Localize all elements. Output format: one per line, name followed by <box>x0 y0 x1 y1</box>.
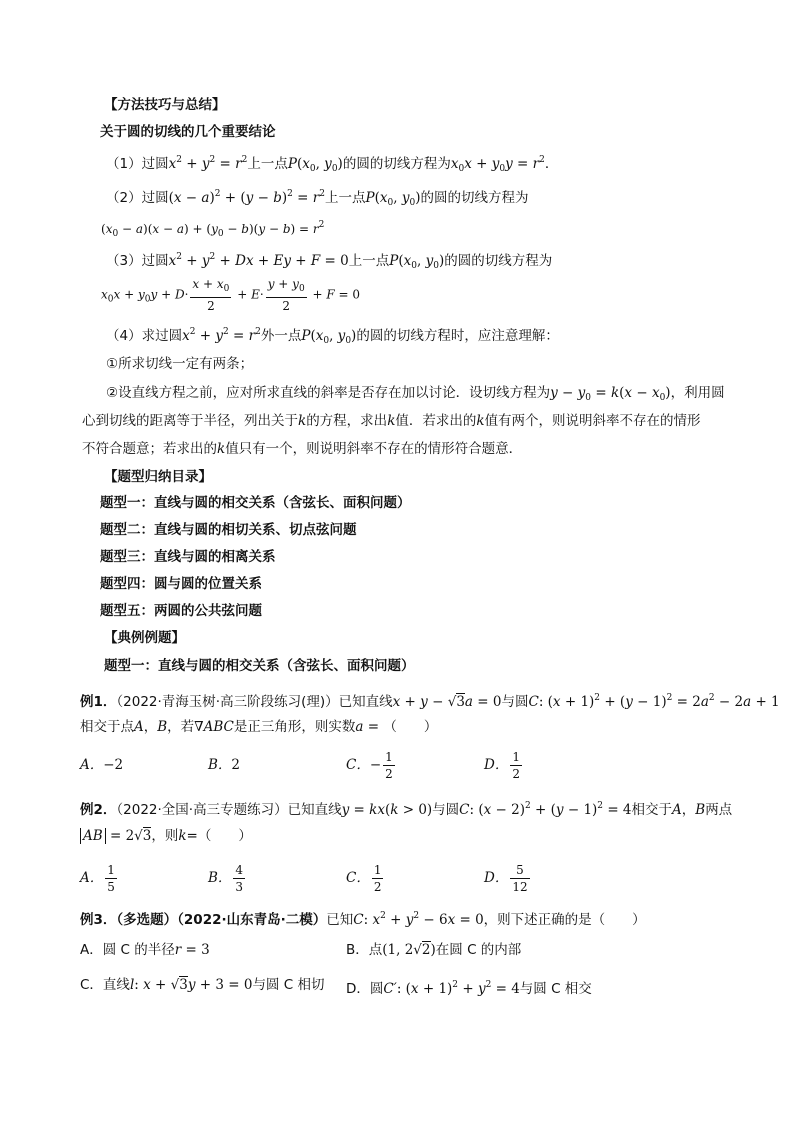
example-3-option-b[interactable]: B．点(1, 2√2)在圆 C 的内部 <box>346 942 522 958</box>
example-2-option-c[interactable]: C． $\frac{1}{2}$ <box>346 862 382 894</box>
type-item: 题型二：直线与圆的相切关系、切点弦问题 <box>100 522 357 538</box>
conclusion-4: （4）求过圆$x^2 + y^2 = r^2$外一点$P(x_0$, $y_0$)的圆的切线方程时，应注意理解： <box>106 327 559 346</box>
example-1-option-c[interactable]: C．− $\frac{1}{2}$ <box>346 749 393 781</box>
section-method-heading: 【方法技巧与总结】 <box>104 97 226 113</box>
example-2-option-b[interactable]: B． $\frac{4}{3}$ <box>208 862 244 894</box>
example-2-stem-line-2: AB = 2√3，则k=（ ） <box>80 826 252 846</box>
conclusion-3: （3）过圆$x^2 + y^2 + Dx + Ey + F = 0$上一点$P(x_0$, $y_0$)的圆的切线方程为 <box>106 252 553 271</box>
section-types-heading: 【题型归纳目录】 <box>104 469 212 485</box>
example-3-option-d[interactable]: D．圆C′: $(x + 1)^2 + y^2 = 4$与圆 C 相交 <box>346 980 592 997</box>
example-3-stem: 例3．（多选题）（2022·山东青岛·二模）已知C: $x^2 + y^2 - 6x = 0$，则下述正确的是（ ） <box>80 911 646 928</box>
note-1: ①所求切线一定有两条； <box>106 356 254 372</box>
type-item: 题型一：直线与圆的相交关系（含弦长、面积问题） <box>100 495 411 511</box>
conclusion-3-formula: $x_0x + y_0y + D\cdot$ $\frac{x + x_0}{2}$ + E· $\frac{y + y_0}{2}$ + F = 0 <box>101 277 361 313</box>
type-item: 题型五：两圆的公共弦问题 <box>100 603 262 619</box>
note-2-line-1: ②设直线方程之前，应对所求直线的斜率是否存在加以讨论．设切线方程为$y - y_0 = k(x - x_0)$，利用圆 <box>106 385 725 403</box>
method-title: 关于圆的切线的几个重要结论 <box>100 124 276 140</box>
type-item: 题型四：圆与圆的位置关系 <box>100 576 262 592</box>
example-1-stem: 例1．（2022·青海玉树·高三阶段练习(理)）已知直线x + y − √3a = 0与圆C: $(x + 1)^2 + (y - 1)^2 = 2a^2 - 2a + 1$ <box>80 693 780 710</box>
example-2-option-d[interactable]: D． $\frac{5}{12}$ <box>484 862 528 894</box>
example-3-option-a[interactable]: A．圆 C 的半径r = 3 <box>80 942 210 958</box>
example-1-option-a[interactable]: A．−2 <box>80 757 124 773</box>
note-2-line-2: 心到切线的距离等于半径，列出关于k的方程，求出k值．若求出的k值有两个，则说明斜率不存在的情形 <box>82 413 701 429</box>
example-1-stem-line-2: 相交于点A，B，若∇ABC是正三角形，则实数a = （ ） <box>80 719 438 735</box>
section-examples-heading: 【典例例题】 <box>104 630 185 646</box>
example-3-option-c[interactable]: C．直线l: x + √3y + 3 = 0与圆 C 相切 <box>80 977 325 993</box>
example-2-stem: 例2．（2022·全国·高三专题练习）已知直线y = kx(k > 0)与圆C: $(x - 2)^2 + (y - 1)^2 = 4$相交于A，B两点 <box>80 801 733 818</box>
example-2-option-a[interactable]: A． $\frac{1}{5}$ <box>80 862 115 894</box>
type-item: 题型三：直线与圆的相离关系 <box>100 549 276 565</box>
note-2-line-3: 不符合题意；若求出的k值只有一个，则说明斜率不存在的情形符合题意． <box>82 441 523 457</box>
example-1-option-d[interactable]: D． $\frac{1}{2}$ <box>484 749 520 781</box>
conclusion-2-formula: $(x_0 - a)(x - a) + (y_0 - b)(y - b) = r^2$ <box>101 220 325 239</box>
type-1-heading: 题型一：直线与圆的相交关系（含弦长、面积问题） <box>104 658 415 674</box>
conclusion-1: （1）过圆$x^2 + y^2 = r^2$上一点$P(x_0$, $y_0$)的圆的切线方程为$x_0x + y_0y = r^2$． <box>106 155 559 174</box>
example-1-option-b[interactable]: B．2 <box>208 757 241 773</box>
conclusion-2: （2）过圆$(x - a)^2 + (y - b)^2 = r^2$上一点$P(x_0$, $y_0$)的圆的切线方程为 <box>106 189 529 208</box>
